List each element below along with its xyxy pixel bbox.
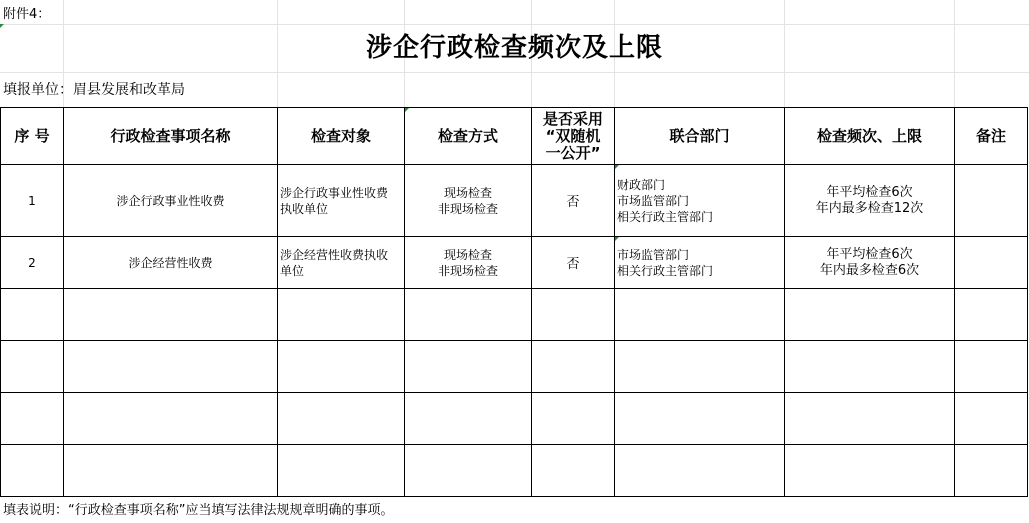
header-target: 检查对象: [278, 108, 405, 165]
attachment-label: 附件4：: [3, 7, 51, 22]
header-random: 是否采用 “双随机 一公开”: [532, 108, 615, 165]
row-target: 涉企行政事业性收费 执收单位: [278, 165, 405, 237]
grid-line: [0, 72, 1029, 73]
header-frequency: 检查频次、上限: [785, 108, 955, 165]
header-remark: 备注: [955, 108, 1028, 165]
inspection-table: [0, 107, 1028, 497]
row-random: 否: [532, 237, 615, 289]
table-row-empty: [1, 341, 1028, 393]
header-joint-dept: 联合部门: [615, 108, 785, 165]
row-random: 否: [532, 165, 615, 237]
row-frequency: 年平均检查6次 年内最多检查6次: [785, 237, 955, 289]
row-joint-dept: 财政部门 市场监管部门 相关行政主管部门: [615, 165, 785, 237]
row-target: 涉企经营性收费执收 单位: [278, 237, 405, 289]
row-method: 现场检查 非现场检查: [405, 237, 532, 289]
table-footnote: 填表说明：“行政检查事项名称”应当填写法律法规规章明确的事项。: [3, 503, 394, 518]
row-frequency: 年平均检查6次 年内最多检查12次: [785, 165, 955, 237]
row-item-name: 涉企行政事业性收费: [64, 165, 278, 237]
row-remark: [955, 165, 1028, 237]
grid-line: [0, 24, 1029, 25]
row-seq: 2: [1, 237, 64, 289]
table-row: [1, 237, 1028, 289]
table-row-empty: [1, 445, 1028, 497]
table-row-empty: [1, 289, 1028, 341]
reporting-unit: 填报单位：眉县发展和改革局: [3, 82, 185, 98]
row-seq: 1: [1, 165, 64, 237]
header-seq: 序 号: [1, 108, 64, 165]
table-row: [1, 165, 1028, 237]
header-item-name: 行政检查事项名称: [64, 108, 278, 165]
header-method: 检查方式: [405, 108, 532, 165]
row-item-name: 涉企经营性收费: [64, 237, 278, 289]
table-row-empty: [1, 393, 1028, 445]
row-remark: [955, 237, 1028, 289]
table-header-row: [1, 108, 1028, 165]
comment-marker: [405, 108, 409, 112]
comment-marker: [615, 165, 619, 169]
row-method: 现场检查 非现场检查: [405, 165, 532, 237]
row-joint-dept: 市场监管部门 相关行政主管部门: [615, 237, 785, 289]
page-title: 涉企行政检查频次及上限: [365, 33, 663, 63]
comment-marker: [615, 237, 619, 241]
